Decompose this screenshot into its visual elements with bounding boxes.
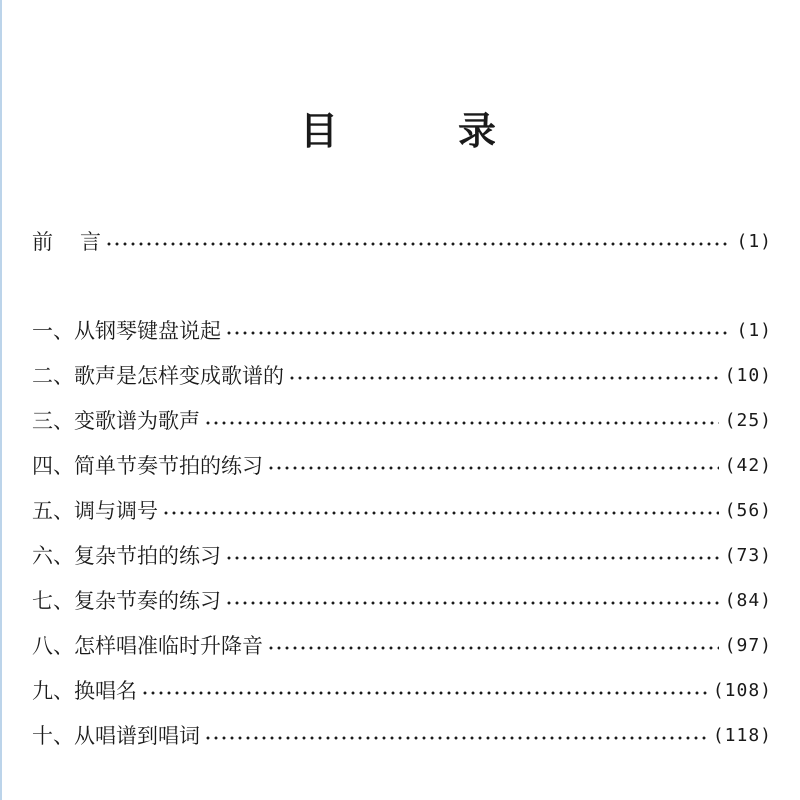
dot-leader [225,331,730,335]
chapter-number: 八、 [32,634,74,658]
chapter-title: 从唱谱到唱词 [74,724,200,748]
chapter-number: 六、 [32,544,74,568]
page-number: (25) [724,409,772,431]
toc-row-chapter-1 [32,313,772,347]
title-char-1: 目 [300,109,339,153]
page-number: (84) [724,589,772,611]
chapter-label [32,315,221,345]
toc-row-chapter-9 [32,673,772,707]
preface-label-char-1: 前 [32,230,53,254]
chapter-title: 换唱名 [74,679,137,703]
dot-leader [105,242,730,246]
chapter-title: 歌声是怎样变成歌谱的 [74,364,284,388]
page-number: (108) [712,679,772,701]
chapter-title: 从钢琴键盘说起 [74,319,221,343]
toc-row-chapter-2 [32,358,772,392]
chapter-number: 二、 [32,364,74,388]
page-title [0,103,800,159]
toc-row-chapter-4 [32,448,772,482]
chapter-label [32,360,284,390]
chapter-label [32,630,263,660]
preface-label-char-2: 言 [80,230,101,254]
dot-leader [162,511,719,515]
chapter-number: 四、 [32,454,74,478]
toc-row-chapter-7 [32,583,772,617]
chapter-title: 简单节奏节拍的练习 [74,454,263,478]
chapter-label [32,495,158,525]
chapter-number: 五、 [32,499,74,523]
dot-leader [225,601,719,605]
chapter-title: 复杂节拍的练习 [74,544,221,568]
chapter-number: 三、 [32,409,74,433]
page-number: (118) [712,724,772,746]
page-number: (97) [724,634,772,656]
toc-row-chapter-10 [32,718,772,752]
page-number: (42) [724,454,772,476]
chapter-title: 变歌谱为歌声 [74,409,200,433]
toc-row-preface [32,224,772,258]
chapter-label [32,675,137,705]
dot-leader [267,646,719,650]
dot-leader [204,736,707,740]
dot-leader [141,691,707,695]
preface-label [32,226,101,256]
chapter-number: 九、 [32,679,74,703]
chapter-title: 调与调号 [74,499,158,523]
chapter-label [32,585,221,615]
title-char-2: 录 [458,109,497,153]
page-number: (1) [736,319,772,341]
dot-leader [267,466,719,470]
dot-leader [204,421,719,425]
page-number: (56) [724,499,772,521]
page-number: (73) [724,544,772,566]
page-number: (10) [724,364,772,386]
toc-row-chapter-3 [32,403,772,437]
chapter-label [32,450,263,480]
toc-row-chapter-5 [32,493,772,527]
toc-row-chapter-6 [32,538,772,572]
chapter-title: 复杂节奏的练习 [74,589,221,613]
chapter-number: 七、 [32,589,74,613]
chapter-label [32,720,200,750]
chapter-number: 十、 [32,724,74,748]
chapter-number: 一、 [32,319,74,343]
chapter-label [32,405,200,435]
dot-leader [288,376,719,380]
toc-row-chapter-8 [32,628,772,662]
chapter-title: 怎样唱准临时升降音 [74,634,263,658]
chapter-label [32,540,221,570]
dot-leader [225,556,719,560]
page-number: (1) [736,230,772,252]
